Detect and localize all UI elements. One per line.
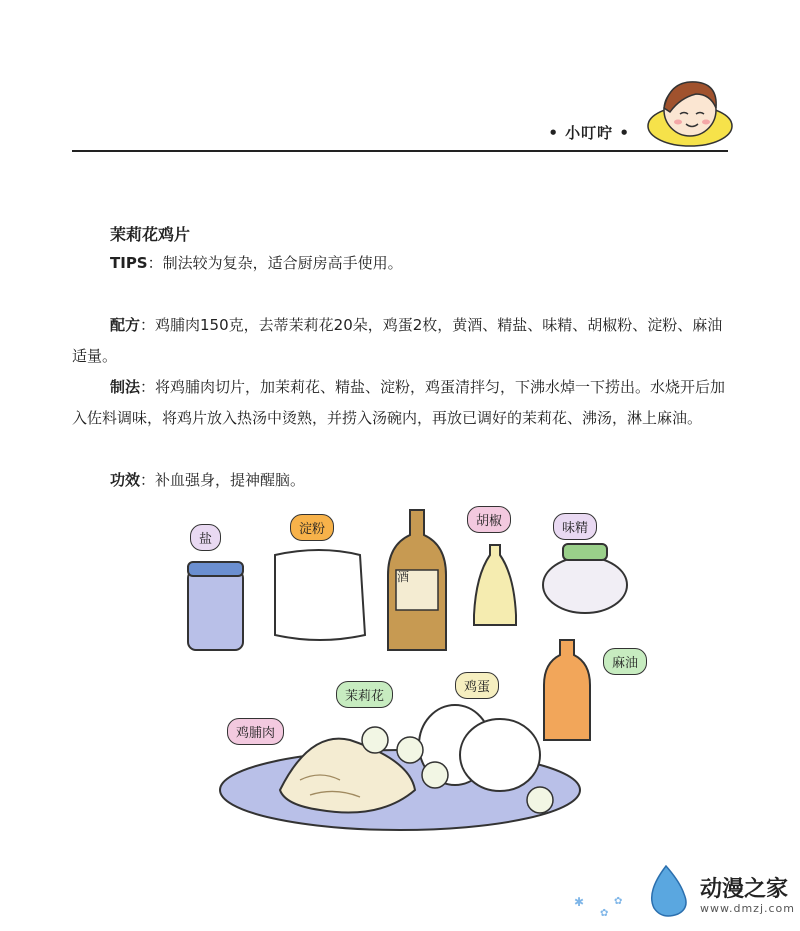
watermark-url: www.dmzj.com (700, 902, 795, 915)
starch-bag (275, 550, 365, 640)
jasmine-flower (362, 727, 388, 753)
label-chicken: 鸡脯肉 (227, 718, 284, 745)
label-egg: 鸡蛋 (455, 672, 499, 699)
method-label: 制法 (110, 378, 141, 396)
label-jasmine: 茉莉花 (336, 681, 393, 708)
ingredients-illustration (180, 500, 640, 840)
label-msg: 味精 (553, 513, 597, 540)
effect-text: ：补血强身，提神醒脑。 (140, 471, 306, 489)
label-starch: 淀粉 (290, 514, 334, 541)
ingredients-paragraph (72, 310, 728, 372)
jasmine-flower (527, 787, 553, 813)
msg-jar (543, 557, 627, 613)
sesame-oil-bottle (544, 640, 590, 740)
ingredients-text: ：鸡脯肉150克，去蒂茉莉花20朵，鸡蛋2枚，黄酒、精盐、味精、胡椒粉、淀粉、麻油适量。 (72, 316, 723, 365)
effect-paragraph (72, 465, 728, 496)
pepper-bottle (474, 545, 516, 625)
svg-text:✿: ✿ (614, 896, 623, 907)
method-text: ：将鸡脯肉切片，加茉莉花、精盐、淀粉，鸡蛋清拌匀，下沸水焯一下捞出。水烧开后加入佐料调味，将鸡片放入热汤中烫熟，并捞入汤碗内，再放已调好的茉莉花、沸汤，淋上麻油。 (72, 378, 726, 427)
tips-label: TIPS (110, 254, 148, 272)
label-sesame-oil: 麻油 (603, 648, 647, 675)
section-label: • 小叮咛 • (548, 124, 630, 142)
ingredients-label: 配方 (110, 316, 141, 334)
effect-label: 功效 (110, 471, 141, 489)
header-divider (72, 150, 728, 152)
egg (460, 719, 540, 791)
watermark-name: 动漫之家 (700, 877, 789, 902)
tips-paragraph (72, 248, 728, 279)
watermark-logo-icon (640, 864, 692, 920)
tips-text: ：制法较为复杂，适合厨房高手使用。 (147, 254, 403, 272)
svg-text:✿: ✿ (600, 908, 609, 919)
jasmine-flower (422, 762, 448, 788)
decorative-stars (570, 892, 630, 922)
method-paragraph (72, 372, 728, 434)
jasmine-flower (397, 737, 423, 763)
mascot-illustration (640, 68, 736, 152)
label-wine: 酒 (397, 570, 410, 584)
label-pepper: 胡椒 (467, 506, 511, 533)
svg-text:✱: ✱ (574, 895, 585, 909)
recipe-title: 茉莉花鸡片 (110, 225, 191, 244)
salt-jar (188, 570, 243, 650)
label-salt: 盐 (190, 524, 221, 551)
